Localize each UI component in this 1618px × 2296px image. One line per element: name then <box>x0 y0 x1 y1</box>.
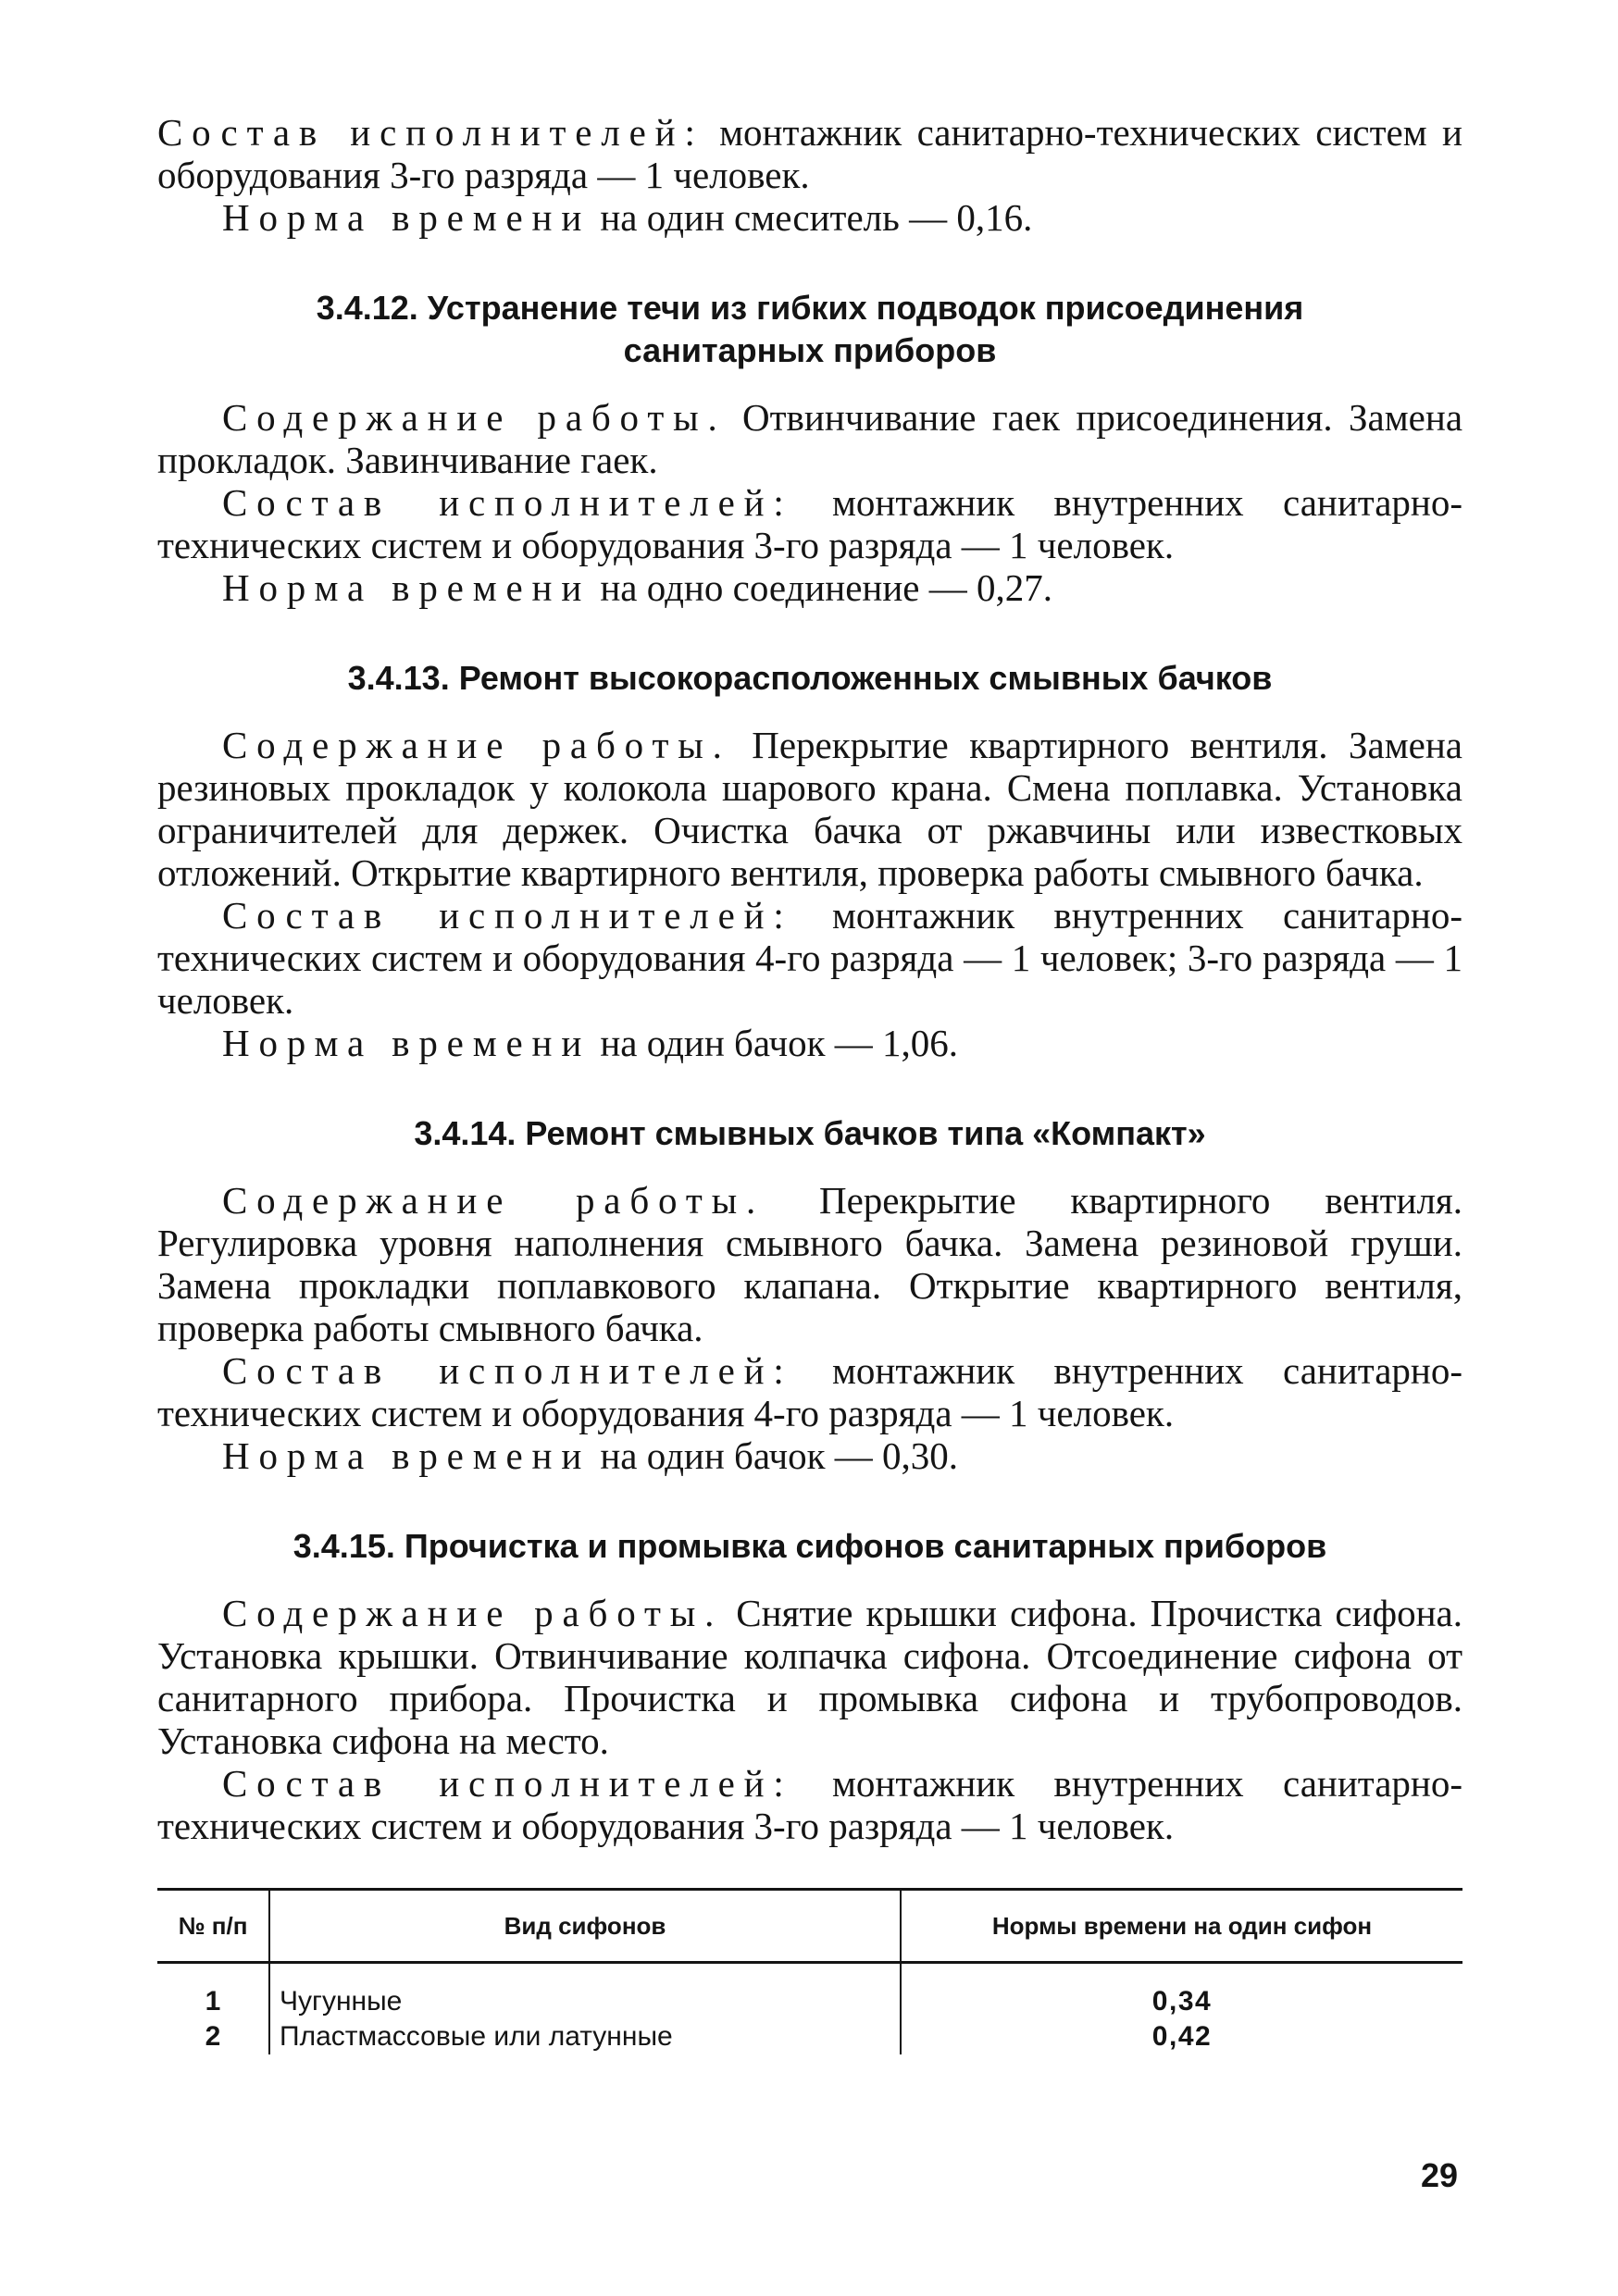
norm-label: Норма времени <box>222 1434 591 1477</box>
intro-block <box>157 111 1462 239</box>
content-label: Содержание работы. <box>222 1592 724 1634</box>
content-text: Отвинчивание гаек присоединения. Замена прокладок. Завинчивание гаек. <box>157 396 1463 481</box>
composition-paragraph <box>157 1762 1462 1847</box>
norm-text: на один бачок — 0,30. <box>600 1434 959 1477</box>
composition-text: монтажник внутренних санитарно-технических систем и оборудования 4-го разряда — 1 человек. <box>157 1349 1462 1434</box>
norm-paragraph <box>157 196 1462 239</box>
page-content <box>157 111 1462 2054</box>
composition-text: монтажник внутренних санитарно-технических систем и оборудования 4-го разряда — 1 человек; 3-го разряда — 1 человек. <box>157 894 1462 1022</box>
norm-label: Норма времени <box>222 1022 591 1064</box>
content-text: Снятие крышки сифона. Прочистка сифона. Установка крышки. Отвинчивание колпачка сифона. Отсоединение сифона от санитарного прибора. Прочистка и промывка сифона и трубопроводов. Установка сифона на место. <box>157 1592 1463 1762</box>
norm-label: Норма времени <box>222 196 591 239</box>
composition-text: монтажник внутренних санитарно-технических систем и оборудования 3-го разряда — 1 человек. <box>157 1762 1462 1847</box>
table-row <box>157 1963 1462 2020</box>
col-header-siphon-type: Вид сифонов <box>269 1890 901 1963</box>
content-label: Содержание работы. <box>222 724 731 766</box>
content-paragraph <box>157 396 1462 481</box>
section-3-4-14 <box>157 1112 1462 1477</box>
content-label: Содержание работы. <box>222 396 727 439</box>
composition-paragraph <box>157 481 1462 566</box>
section-heading: 3.4.12. Устранение течи из гибких подводок присоединения санитарных приборов <box>316 289 1304 369</box>
norm-paragraph <box>157 566 1462 609</box>
norm-paragraph <box>157 1022 1462 1064</box>
cell-siphon-type: Чугунные <box>269 1963 901 2020</box>
composition-label: Состав исполнителей: <box>222 481 793 524</box>
section-3-4-15 <box>157 1525 1462 1847</box>
composition-label: Состав исполнителей: <box>222 894 793 937</box>
composition-label: Состав исполнителей: <box>157 111 704 154</box>
composition-text: монтажник санитарно-технических систем и оборудования 3-го разряда — 1 человек. <box>157 111 1462 196</box>
norm-text: на один бачок — 1,06. <box>600 1022 959 1064</box>
norm-text: на одно соединение — 0,27. <box>600 566 1052 609</box>
cell-siphon-type: Пластмассовые или латунные <box>269 2019 901 2054</box>
composition-label: Состав исполнителей: <box>222 1762 793 1805</box>
norms-table <box>157 1888 1462 2054</box>
composition-paragraph <box>157 111 1462 196</box>
table-row <box>157 2019 1462 2054</box>
norm-paragraph <box>157 1434 1462 1477</box>
composition-text: монтажник внутренних санитарно-технических систем и оборудования 3-го разряда — 1 человек. <box>157 481 1462 566</box>
content-text: Перекрытие квартирного вентиля. Замена резиновых прокладок у колокола шарового крана. Смена поплавка. Установка ограничителей для держек. Очистка бачка от ржавчины или известковых отложений. Открытие квартирного вентиля, проверка работы смывного бачка. <box>157 724 1462 894</box>
table-header-row <box>157 1890 1462 1963</box>
page-number: 29 <box>1421 2156 1459 2194</box>
col-header-number: № п/п <box>157 1890 269 1963</box>
content-paragraph <box>157 1592 1462 1762</box>
section-3-4-13 <box>157 657 1462 1064</box>
content-paragraph <box>157 724 1462 894</box>
composition-paragraph <box>157 1349 1462 1434</box>
content-text: Перекрытие квартирного вентиля. Регулировка уровня наполнения смывного бачка. Замена резиновой груши. Замена прокладки поплавкового клапана. Открытие квартирного вентиля, проверка работы смывного бачка. <box>157 1179 1463 1349</box>
composition-paragraph <box>157 894 1462 1022</box>
section-heading: 3.4.13. Ремонт высокорасположенных смывных бачков <box>347 659 1273 697</box>
siphon-norms-table <box>157 1888 1462 2054</box>
composition-label: Состав исполнителей: <box>222 1349 793 1392</box>
content-paragraph <box>157 1179 1462 1349</box>
section-heading: 3.4.15. Прочистка и промывка сифонов санитарных приборов <box>292 1527 1327 1565</box>
norm-label: Норма времени <box>222 566 591 609</box>
norm-text: на один смеситель — 0,16. <box>600 196 1033 239</box>
section-heading: 3.4.14. Ремонт смывных бачков типа «Компакт» <box>414 1114 1206 1152</box>
cell-number: 1 <box>157 1963 269 2020</box>
content-label: Содержание работы. <box>222 1179 765 1222</box>
col-header-time-norm: Нормы времени на один сифон <box>901 1890 1462 1963</box>
cell-time-norm: 0,42 <box>1151 2021 1213 2052</box>
cell-time-norm: 0,34 <box>1151 1986 1213 2017</box>
cell-number: 2 <box>157 2019 269 2054</box>
section-3-4-12 <box>157 287 1462 609</box>
